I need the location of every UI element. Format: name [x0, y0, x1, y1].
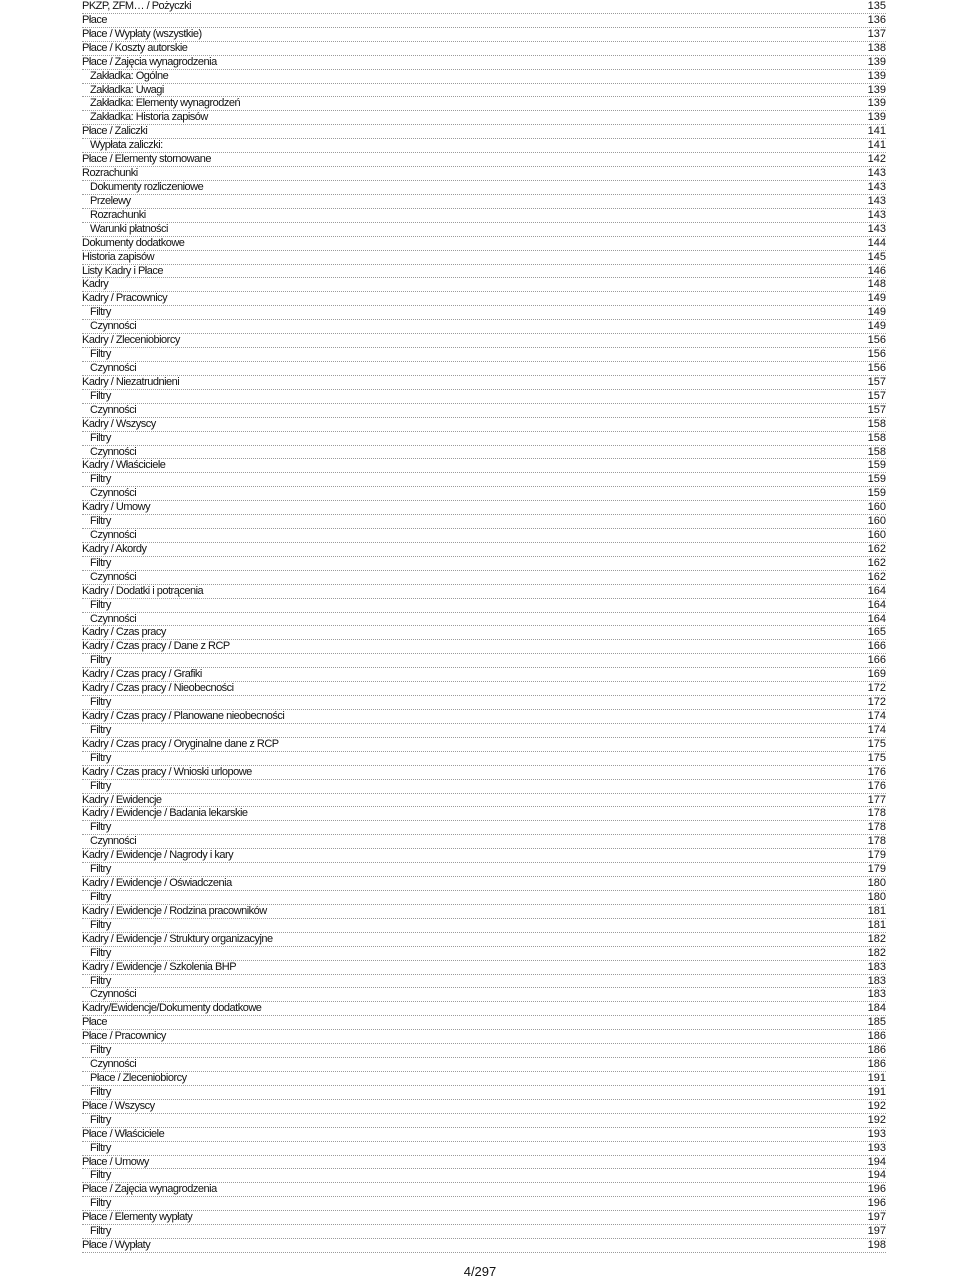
toc-entry-title[interactable]: Zakładka: Uwagi — [90, 83, 164, 96]
toc-entry[interactable] — [82, 975, 886, 989]
toc-entry[interactable] — [82, 1072, 886, 1086]
toc-entry-page-number[interactable]: 162 — [867, 556, 886, 569]
toc-entry-page-number[interactable]: 143 — [867, 222, 886, 235]
toc-entry-page-number[interactable]: 157 — [867, 403, 886, 416]
toc-entry-page-number[interactable]: 139 — [867, 83, 886, 96]
toc-entry[interactable] — [82, 376, 886, 390]
toc-entry-page-number[interactable]: 160 — [867, 501, 886, 514]
toc-entry[interactable] — [82, 710, 886, 724]
toc-entry-title[interactable]: Kadry / Ewidencje / Oświadczenia — [82, 877, 232, 890]
toc-entry-title[interactable]: Kadry/Ewidencje/Dokumenty dodatkowe — [82, 1002, 262, 1015]
toc-entry[interactable] — [82, 599, 886, 613]
toc-entry-title[interactable]: Filtry — [90, 918, 111, 931]
toc-entry-title[interactable]: Kadry / Ewidencje / Nagrody i kary — [82, 849, 234, 862]
toc-entry[interactable] — [82, 1156, 886, 1170]
toc-entry-page-number[interactable]: 156 — [867, 334, 886, 347]
toc-entry-page-number[interactable]: 192 — [867, 1099, 886, 1112]
toc-entry-page-number[interactable]: 185 — [867, 1016, 886, 1029]
toc-entry-page-number[interactable]: 192 — [867, 1113, 886, 1126]
toc-entry-page-number[interactable]: 181 — [867, 904, 886, 917]
toc-entry-title[interactable]: Czynności — [90, 570, 137, 583]
toc-entry-page-number[interactable]: 143 — [867, 180, 886, 193]
toc-entry-title[interactable]: Filtry — [90, 348, 111, 361]
toc-entry-page-number[interactable]: 138 — [867, 41, 886, 54]
toc-entry-page-number[interactable]: 142 — [867, 153, 886, 166]
toc-entry[interactable] — [82, 1128, 886, 1142]
toc-entry-page-number[interactable]: 197 — [867, 1211, 886, 1224]
toc-entry[interactable] — [82, 1044, 886, 1058]
toc-entry-title[interactable]: Filtry — [90, 473, 111, 486]
toc-entry[interactable] — [82, 56, 886, 70]
toc-entry-page-number[interactable]: 174 — [867, 723, 886, 736]
toc-entry-page-number[interactable]: 141 — [867, 125, 886, 138]
toc-entry-page-number[interactable]: 175 — [867, 737, 886, 750]
toc-entry-page-number[interactable]: 156 — [867, 361, 886, 374]
toc-entry-page-number[interactable]: 156 — [867, 348, 886, 361]
toc-entry-title[interactable]: Filtry — [90, 515, 111, 528]
toc-entry-title[interactable]: Kadry / Czas pracy / Oryginalne dane z RCP — [82, 737, 279, 750]
toc-entry-title[interactable]: Filtry — [90, 723, 111, 736]
toc-entry-title[interactable]: Czynności — [90, 835, 137, 848]
toc-entry-title[interactable]: Płace / Wypłaty — [82, 1239, 151, 1252]
toc-entry[interactable] — [82, 794, 886, 808]
toc-entry-title[interactable]: Kadry / Czas pracy — [82, 626, 166, 639]
toc-entry[interactable] — [82, 654, 886, 668]
toc-entry-page-number[interactable]: 191 — [867, 1071, 886, 1084]
toc-entry[interactable] — [82, 1086, 886, 1100]
toc-entry[interactable] — [82, 459, 886, 473]
toc-entry-title[interactable]: Filtry — [90, 1085, 111, 1098]
toc-entry[interactable] — [82, 223, 886, 237]
toc-entry-page-number[interactable]: 178 — [867, 835, 886, 848]
toc-entry[interactable] — [82, 111, 886, 125]
toc-entry[interactable] — [82, 1058, 886, 1072]
toc-entry[interactable] — [82, 821, 886, 835]
toc-entry-page-number[interactable]: 194 — [867, 1169, 886, 1182]
toc-entry-page-number[interactable]: 165 — [867, 626, 886, 639]
toc-entry-title[interactable]: Dokumenty rozliczeniowe — [90, 180, 204, 193]
toc-entry-title[interactable]: Filtry — [90, 389, 111, 402]
toc-entry-page-number[interactable]: 149 — [867, 320, 886, 333]
toc-entry-title[interactable]: Filtry — [90, 654, 111, 667]
toc-entry[interactable] — [82, 766, 886, 780]
toc-entry[interactable] — [82, 97, 886, 111]
toc-entry-page-number[interactable]: 162 — [867, 542, 886, 555]
toc-entry-title[interactable]: Filtry — [90, 863, 111, 876]
toc-entry-title[interactable]: Kadry / Dodatki i potrącenia — [82, 584, 204, 597]
toc-entry[interactable] — [82, 1197, 886, 1211]
toc-entry-title[interactable]: Płace / Zaliczki — [82, 125, 148, 138]
page-indicator: 4/297 — [463, 1264, 497, 1279]
toc-entry[interactable] — [82, 348, 886, 362]
toc-entry-title[interactable]: Filtry — [90, 556, 111, 569]
toc-entry-page-number[interactable]: 169 — [867, 668, 886, 681]
toc-entry[interactable] — [82, 585, 886, 599]
toc-entry-page-number[interactable]: 182 — [867, 932, 886, 945]
toc-entry-title[interactable]: Listy Kadry i Płace — [82, 264, 163, 277]
toc-entry-page-number[interactable]: 159 — [867, 459, 886, 472]
toc-entry-title[interactable]: Filtry — [90, 696, 111, 709]
toc-entry[interactable] — [82, 14, 886, 28]
toc-entry-title[interactable]: Zakładka: Elementy wynagrodzeń — [90, 97, 241, 110]
toc-entry-page-number[interactable]: 186 — [867, 1044, 886, 1057]
toc-entry-page-number[interactable]: 158 — [867, 417, 886, 430]
toc-entry[interactable] — [82, 1183, 886, 1197]
toc-entry-title[interactable]: Płace / Zleceniobiorcy — [90, 1071, 187, 1084]
toc-entry-page-number[interactable]: 157 — [867, 375, 886, 388]
toc-entry[interactable] — [82, 70, 886, 84]
toc-entry-page-number[interactable]: 183 — [867, 988, 886, 1001]
toc-entry-page-number[interactable]: 149 — [867, 292, 886, 305]
toc-entry-title[interactable]: Rozrachunki — [90, 208, 146, 221]
toc-entry[interactable] — [82, 251, 886, 265]
toc-entry[interactable] — [82, 320, 886, 334]
toc-entry[interactable] — [82, 28, 886, 42]
toc-entry-page-number[interactable]: 137 — [867, 27, 886, 40]
toc-entry[interactable] — [82, 877, 886, 891]
toc-entry[interactable] — [82, 835, 886, 849]
toc-entry-page-number[interactable]: 139 — [867, 111, 886, 124]
toc-entry-title[interactable]: Czynności — [90, 1058, 137, 1071]
toc-entry-title[interactable]: Płace / Umowy — [82, 1155, 149, 1168]
toc-entry[interactable] — [82, 473, 886, 487]
toc-entry-page-number[interactable]: 193 — [867, 1141, 886, 1154]
toc-entry-page-number[interactable]: 145 — [867, 250, 886, 263]
toc-entry[interactable] — [82, 1016, 886, 1030]
toc-entry-page-number[interactable]: 139 — [867, 97, 886, 110]
toc-entry[interactable] — [82, 529, 886, 543]
toc-entry-title[interactable]: Czynności — [90, 403, 137, 416]
toc-entry-page-number[interactable]: 172 — [867, 682, 886, 695]
toc-entry[interactable] — [82, 863, 886, 877]
toc-entry-title[interactable]: Kadry / Czas pracy / Nieobecności — [82, 682, 234, 695]
toc-entry-title[interactable]: Kadry / Niezatrudnieni — [82, 375, 180, 388]
toc-entry-title[interactable]: Płace / Wypłaty (wszystkie) — [82, 27, 202, 40]
toc-entry-page-number[interactable]: 159 — [867, 473, 886, 486]
toc-entry-title[interactable]: Czynności — [90, 612, 137, 625]
toc-entry[interactable] — [82, 292, 886, 306]
toc-entry-title[interactable]: Płace / Elementy stornowane — [82, 153, 211, 166]
toc-entry-page-number[interactable]: 196 — [867, 1197, 886, 1210]
toc-entry-page-number[interactable]: 158 — [867, 431, 886, 444]
toc-entry-title[interactable]: Filtry — [90, 1044, 111, 1057]
toc-entry-page-number[interactable]: 162 — [867, 570, 886, 583]
toc-entry-title[interactable]: Filtry — [90, 1169, 111, 1182]
toc-entry-title[interactable]: Kadry / Pracownicy — [82, 292, 168, 305]
toc-entry-page-number[interactable]: 172 — [867, 696, 886, 709]
toc-entry-title[interactable]: Kadry / Ewidencje / Rodzina pracowników — [82, 904, 267, 917]
toc-entry[interactable] — [82, 362, 886, 376]
toc-entry-page-number[interactable]: 159 — [867, 487, 886, 500]
toc-entry[interactable] — [82, 933, 886, 947]
toc-entry-title[interactable]: Filtry — [90, 1197, 111, 1210]
toc-entry-page-number[interactable]: 139 — [867, 69, 886, 82]
toc-entry[interactable] — [82, 195, 886, 209]
toc-entry[interactable] — [82, 919, 886, 933]
toc-entry-title[interactable]: Filtry — [90, 1113, 111, 1126]
toc-entry[interactable] — [82, 0, 886, 14]
toc-entry-title[interactable]: Czynności — [90, 361, 137, 374]
toc-entry-title[interactable]: Czynności — [90, 320, 137, 333]
toc-entry-title[interactable]: Płace — [82, 13, 108, 26]
toc-entry-page-number[interactable]: 191 — [867, 1085, 886, 1098]
toc-entry-title[interactable]: Płace — [82, 1016, 108, 1029]
toc-entry-title[interactable]: Kadry / Ewidencje / Struktury organizacyjne — [82, 932, 273, 945]
toc-entry[interactable] — [82, 1100, 886, 1114]
toc-entry[interactable] — [82, 1142, 886, 1156]
toc-entry-page-number[interactable]: 180 — [867, 877, 886, 890]
toc-entry-title[interactable]: Filtry — [90, 779, 111, 792]
toc-entry[interactable] — [82, 1239, 886, 1253]
toc-entry[interactable] — [82, 640, 886, 654]
toc-entry-title[interactable]: Kadry — [82, 278, 109, 291]
toc-entry-page-number[interactable]: 149 — [867, 306, 886, 319]
toc-entry-title[interactable]: Przelewy — [90, 194, 131, 207]
toc-entry-page-number[interactable]: 183 — [867, 960, 886, 973]
toc-entry-page-number[interactable]: 178 — [867, 807, 886, 820]
toc-entry-page-number[interactable]: 186 — [867, 1030, 886, 1043]
toc-entry-title[interactable]: Płace / Zajęcia wynagrodzenia — [82, 1183, 217, 1196]
toc-entry[interactable] — [82, 807, 886, 821]
toc-entry[interactable] — [82, 181, 886, 195]
toc-entry-page-number[interactable]: 193 — [867, 1127, 886, 1140]
toc-entry-title[interactable]: Kadry / Ewidencje / Badania lekarskie — [82, 807, 248, 820]
toc-entry[interactable] — [82, 1225, 886, 1239]
toc-entry-page-number[interactable]: 160 — [867, 529, 886, 542]
toc-entry[interactable] — [82, 780, 886, 794]
toc-entry[interactable] — [82, 947, 886, 961]
toc-entry[interactable] — [82, 682, 886, 696]
toc-entry-page-number[interactable]: 139 — [867, 55, 886, 68]
toc-entry-title[interactable]: Filtry — [90, 974, 111, 987]
toc-entry[interactable] — [82, 446, 886, 460]
toc-entry-page-number[interactable]: 144 — [867, 236, 886, 249]
toc-entry-title[interactable]: Kadry / Czas pracy / Grafiki — [82, 668, 202, 681]
toc-entry[interactable] — [82, 418, 886, 432]
toc-entry[interactable] — [82, 209, 886, 223]
toc-entry-title[interactable]: Filtry — [90, 751, 111, 764]
toc-entry-title[interactable]: Warunki płatności — [90, 222, 168, 235]
toc-entry[interactable] — [82, 334, 886, 348]
toc-entry-title[interactable]: Wypłata zaliczki: — [90, 139, 163, 152]
toc-entry-title[interactable]: Czynności — [90, 445, 137, 458]
toc-entry[interactable] — [82, 738, 886, 752]
toc-entry[interactable] — [82, 724, 886, 738]
toc-entry-title[interactable]: Filtry — [90, 821, 111, 834]
toc-entry-page-number[interactable]: 183 — [867, 974, 886, 987]
toc-entry[interactable] — [82, 1114, 886, 1128]
toc-entry[interactable] — [82, 487, 886, 501]
toc-entry-title[interactable]: Filtry — [90, 891, 111, 903]
toc-entry-page-number[interactable]: 135 — [867, 0, 886, 12]
toc-entry-title[interactable]: Filtry — [90, 431, 111, 444]
toc-entry-page-number[interactable]: 174 — [867, 710, 886, 723]
toc-entry-title[interactable]: Płace / Właściciele — [82, 1127, 165, 1140]
toc-entry-page-number[interactable]: 148 — [867, 278, 886, 291]
toc-entry[interactable] — [82, 153, 886, 167]
toc-entry-page-number[interactable]: 176 — [867, 765, 886, 778]
toc-entry-title[interactable]: Filtry — [90, 598, 111, 611]
toc-entry[interactable] — [82, 905, 886, 919]
toc-entry-title[interactable]: Płace / Koszty autorskie — [82, 41, 188, 54]
toc-entry[interactable] — [82, 515, 886, 529]
table-of-contents — [82, 0, 886, 1253]
toc-entry-title[interactable]: Historia zapisów — [82, 250, 155, 263]
toc-entry-page-number[interactable]: 143 — [867, 194, 886, 207]
toc-entry-title[interactable]: Płace / Pracownicy — [82, 1030, 166, 1043]
toc-entry[interactable] — [82, 1211, 886, 1225]
toc-entry[interactable] — [82, 961, 886, 975]
toc-entry-title[interactable]: Zakładka: Ogólne — [90, 69, 169, 82]
toc-entry-page-number[interactable]: 157 — [867, 389, 886, 402]
toc-entry-title[interactable]: Kadry / Czas pracy / Planowane nieobecności — [82, 710, 285, 723]
toc-entry-page-number[interactable]: 143 — [867, 208, 886, 221]
toc-entry-page-number[interactable]: 177 — [867, 793, 886, 806]
toc-entry[interactable] — [82, 84, 886, 98]
toc-entry-page-number[interactable]: 143 — [867, 167, 886, 180]
toc-entry-page-number[interactable]: 194 — [867, 1155, 886, 1168]
toc-entry[interactable] — [82, 1030, 886, 1044]
toc-entry-page-number[interactable]: 166 — [867, 654, 886, 667]
toc-entry[interactable] — [82, 278, 886, 292]
toc-entry[interactable] — [82, 432, 886, 446]
toc-entry[interactable] — [82, 125, 886, 139]
toc-entry-title[interactable]: Płace / Elementy wypłaty — [82, 1211, 193, 1224]
toc-entry-page-number[interactable]: 164 — [867, 584, 886, 597]
toc-entry[interactable] — [82, 613, 886, 627]
toc-entry[interactable] — [82, 1002, 886, 1016]
toc-entry-page-number[interactable]: 160 — [867, 515, 886, 528]
toc-entry-title[interactable]: Kadry / Ewidencje — [82, 793, 162, 806]
toc-entry[interactable] — [82, 571, 886, 585]
toc-entry[interactable] — [82, 557, 886, 571]
toc-entry[interactable] — [82, 626, 886, 640]
toc-entry[interactable] — [82, 543, 886, 557]
toc-entry[interactable] — [82, 668, 886, 682]
toc-entry-title[interactable]: Kadry / Właściciele — [82, 459, 166, 472]
toc-entry-title[interactable]: Kadry / Czas pracy / Dane z RCP — [82, 640, 230, 653]
toc-entry-title[interactable]: Filtry — [90, 1225, 111, 1238]
toc-entry-page-number[interactable]: 181 — [867, 918, 886, 931]
toc-entry-title[interactable]: Kadry / Umowy — [82, 501, 151, 514]
toc-entry-title[interactable]: Filtry — [90, 306, 111, 319]
toc-entry-page-number[interactable]: 146 — [867, 264, 886, 277]
toc-entry-title[interactable]: Zakładka: Historia zapisów — [90, 111, 208, 124]
toc-entry-title[interactable]: Płace / Wszyscy — [82, 1099, 155, 1112]
toc-entry[interactable] — [82, 752, 886, 766]
toc-entry-page-number[interactable]: 164 — [867, 612, 886, 625]
toc-entry-page-number[interactable]: 176 — [867, 779, 886, 792]
toc-entry-title[interactable]: Dokumenty dodatkowe — [82, 236, 185, 249]
toc-entry-page-number[interactable]: 180 — [867, 891, 886, 903]
toc-entry-page-number[interactable]: 136 — [867, 13, 886, 26]
toc-entry[interactable] — [82, 988, 886, 1002]
toc-entry[interactable] — [82, 1169, 886, 1183]
toc-entry[interactable] — [82, 404, 886, 418]
toc-entry[interactable] — [82, 390, 886, 404]
toc-entry[interactable] — [82, 891, 886, 905]
toc-entry-title[interactable]: Kadry / Wszyscy — [82, 417, 156, 430]
toc-entry-title[interactable]: Kadry / Zleceniobiorcy — [82, 334, 180, 347]
toc-entry-page-number[interactable]: 175 — [867, 751, 886, 764]
toc-entry-page-number[interactable]: 182 — [867, 946, 886, 959]
toc-entry[interactable] — [82, 696, 886, 710]
toc-entry-page-number[interactable]: 166 — [867, 640, 886, 653]
toc-entry-page-number[interactable]: 179 — [867, 863, 886, 876]
toc-entry[interactable] — [82, 501, 886, 515]
toc-entry[interactable] — [82, 849, 886, 863]
toc-entry[interactable] — [82, 42, 886, 56]
toc-entry-title[interactable]: Kadry / Czas pracy / Wnioski urlopowe — [82, 765, 252, 778]
toc-entry-page-number[interactable]: 179 — [867, 849, 886, 862]
toc-entry-page-number[interactable]: 184 — [867, 1002, 886, 1015]
toc-entry-page-number[interactable]: 196 — [867, 1183, 886, 1196]
toc-entry-page-number[interactable]: 158 — [867, 445, 886, 458]
toc-entry-page-number[interactable]: 197 — [867, 1225, 886, 1238]
toc-entry-title[interactable]: PKZP, ZFM… / Pożyczki — [82, 0, 192, 12]
toc-entry-title[interactable]: Płace / Zajęcia wynagrodzenia — [82, 55, 217, 68]
toc-entry[interactable] — [82, 139, 886, 153]
toc-entry-title[interactable]: Kadry / Akordy — [82, 542, 147, 555]
toc-entry-page-number[interactable]: 186 — [867, 1058, 886, 1071]
toc-entry[interactable] — [82, 237, 886, 251]
toc-entry-page-number[interactable]: 164 — [867, 598, 886, 611]
toc-entry[interactable] — [82, 167, 886, 181]
toc-entry[interactable] — [82, 306, 886, 320]
toc-entry-title[interactable]: Czynności — [90, 988, 137, 1001]
toc-entry-title[interactable]: Czynności — [90, 529, 137, 542]
toc-entry-page-number[interactable]: 178 — [867, 821, 886, 834]
toc-entry-page-number[interactable]: 141 — [867, 139, 886, 152]
toc-entry-page-number[interactable]: 198 — [867, 1239, 886, 1252]
toc-entry-title[interactable]: Kadry / Ewidencje / Szkolenia BHP — [82, 960, 237, 973]
toc-entry-title[interactable]: Czynności — [90, 487, 137, 500]
toc-entry[interactable] — [82, 265, 886, 279]
toc-entry-title[interactable]: Rozrachunki — [82, 167, 138, 180]
toc-entry-title[interactable]: Filtry — [90, 1141, 111, 1154]
toc-entry-title[interactable]: Filtry — [90, 946, 111, 959]
